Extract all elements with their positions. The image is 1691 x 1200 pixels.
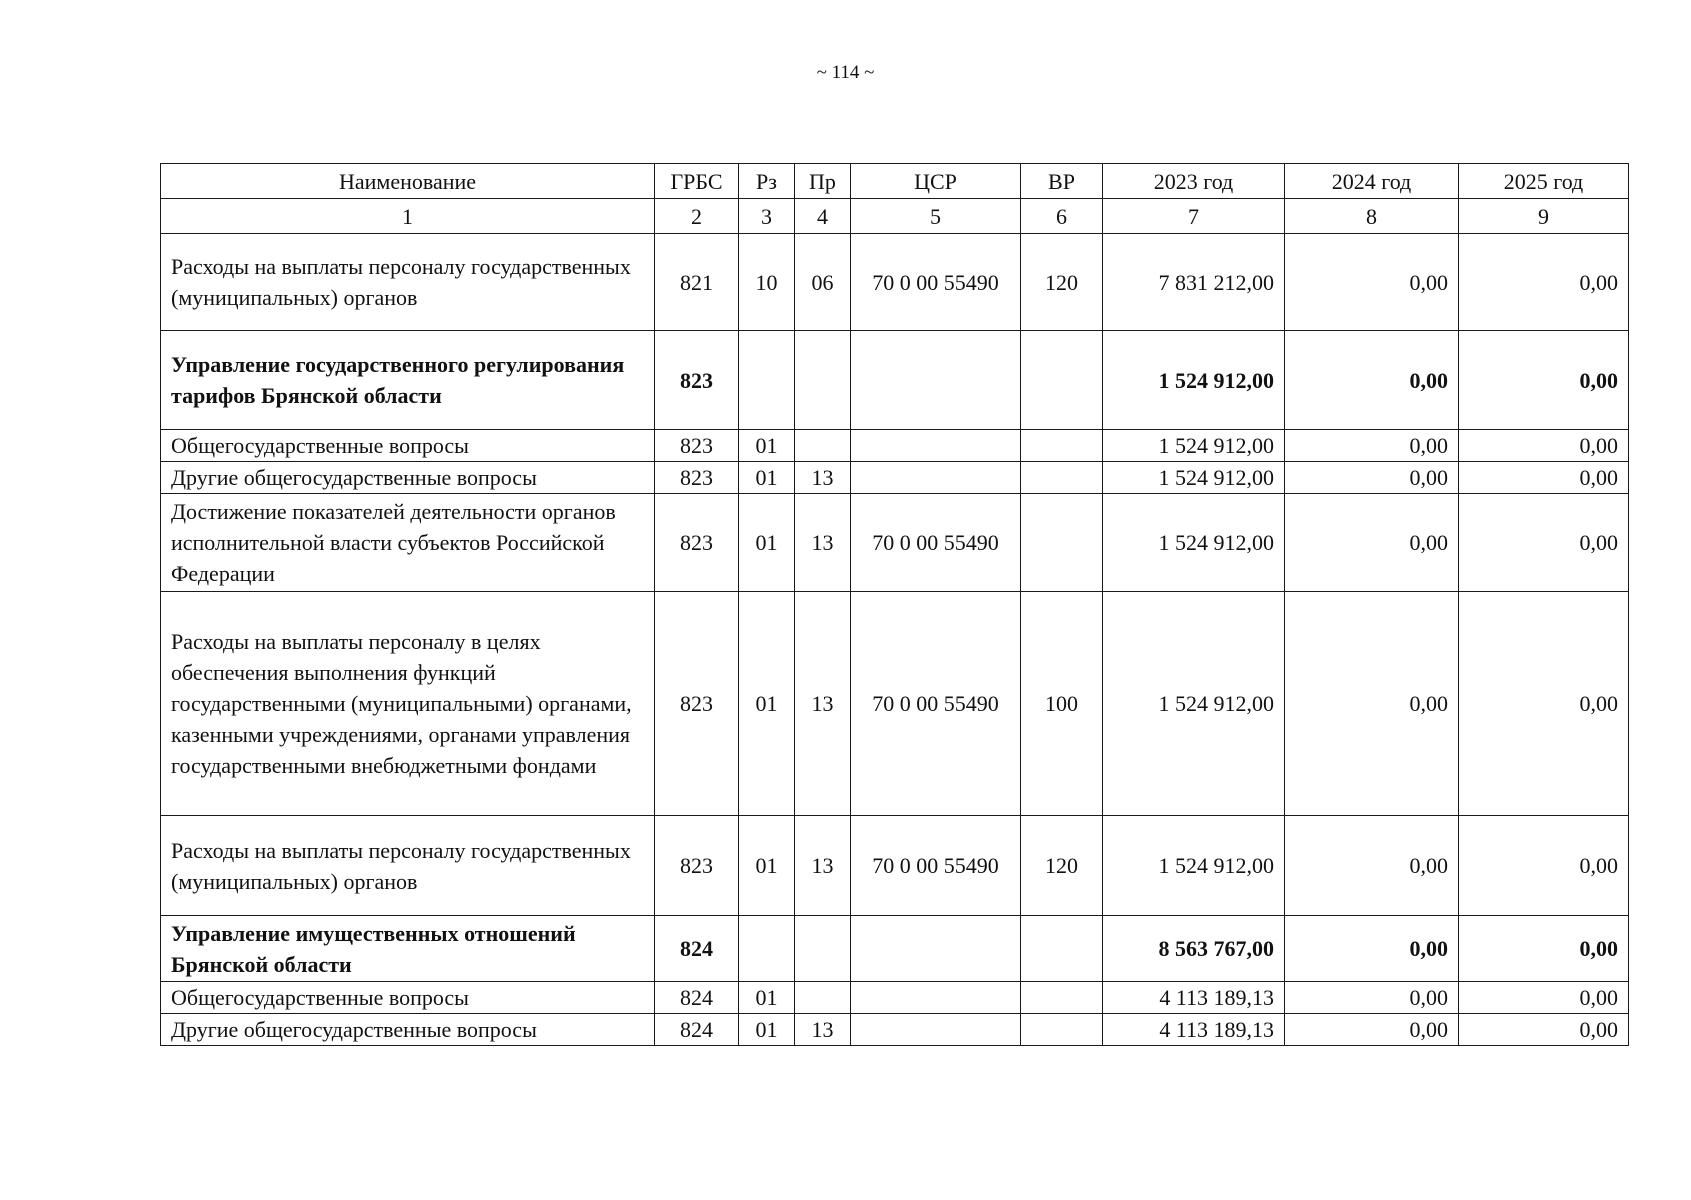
table-row-department xyxy=(161,916,1629,982)
cell-name: Другие общегосударственные вопросы xyxy=(161,462,655,494)
header-name: Наименование xyxy=(161,164,655,199)
header-row xyxy=(161,164,1629,199)
cell-vr xyxy=(1021,982,1103,1014)
cell-name: Общегосударственные вопросы xyxy=(161,982,655,1014)
cell-rz: 01 xyxy=(739,816,795,916)
table-row xyxy=(161,1014,1629,1046)
header-2023: 2023 год xyxy=(1103,164,1285,199)
cell-csr xyxy=(851,462,1021,494)
cell-name: Расходы на выплаты персоналу государственных (муниципальных) органов xyxy=(161,234,655,331)
cell-2023: 4 113 189,13 xyxy=(1103,982,1285,1014)
table-row-department xyxy=(161,331,1629,430)
cell-vr xyxy=(1021,331,1103,430)
cell-csr xyxy=(851,982,1021,1014)
cell-pr xyxy=(795,916,851,982)
cell-pr: 13 xyxy=(795,592,851,816)
cell-vr: 100 xyxy=(1021,592,1103,816)
cell-rz: 10 xyxy=(739,234,795,331)
cell-2023: 8 563 767,00 xyxy=(1103,916,1285,982)
cell-2024: 0,00 xyxy=(1285,430,1459,462)
cell-csr xyxy=(851,331,1021,430)
header-rz: Рз xyxy=(739,164,795,199)
cell-csr: 70 0 00 55490 xyxy=(851,816,1021,916)
cell-pr: 13 xyxy=(795,462,851,494)
cell-2025: 0,00 xyxy=(1459,816,1629,916)
cell-2023: 7 831 212,00 xyxy=(1103,234,1285,331)
column-index: 8 xyxy=(1285,199,1459,234)
cell-2024: 0,00 xyxy=(1285,494,1459,592)
cell-2023: 1 524 912,00 xyxy=(1103,462,1285,494)
table-row xyxy=(161,430,1629,462)
column-index: 7 xyxy=(1103,199,1285,234)
table-row xyxy=(161,234,1629,331)
cell-2025: 0,00 xyxy=(1459,982,1629,1014)
cell-grbs: 823 xyxy=(655,331,739,430)
cell-grbs: 824 xyxy=(655,916,739,982)
column-index: 3 xyxy=(739,199,795,234)
cell-csr xyxy=(851,1014,1021,1046)
cell-2025: 0,00 xyxy=(1459,592,1629,816)
cell-name: Управление имущественных отношений Брянской области xyxy=(161,916,655,982)
cell-2024: 0,00 xyxy=(1285,234,1459,331)
cell-2023: 4 113 189,13 xyxy=(1103,1014,1285,1046)
cell-pr xyxy=(795,982,851,1014)
cell-name: Общегосударственные вопросы xyxy=(161,430,655,462)
cell-name: Расходы на выплаты персоналу государственных (муниципальных) органов xyxy=(161,816,655,916)
cell-2023: 1 524 912,00 xyxy=(1103,494,1285,592)
header-grbs: ГРБС xyxy=(655,164,739,199)
cell-2024: 0,00 xyxy=(1285,816,1459,916)
header-vr: ВР xyxy=(1021,164,1103,199)
cell-2025: 0,00 xyxy=(1459,916,1629,982)
header-2025: 2025 год xyxy=(1459,164,1629,199)
cell-2024: 0,00 xyxy=(1285,916,1459,982)
cell-name: Другие общегосударственные вопросы xyxy=(161,1014,655,1046)
cell-pr: 13 xyxy=(795,494,851,592)
table-row xyxy=(161,982,1629,1014)
cell-grbs: 823 xyxy=(655,592,739,816)
table-row xyxy=(161,592,1629,816)
cell-2025: 0,00 xyxy=(1459,494,1629,592)
cell-grbs: 823 xyxy=(655,430,739,462)
cell-2024: 0,00 xyxy=(1285,592,1459,816)
cell-csr: 70 0 00 55490 xyxy=(851,234,1021,331)
column-index: 4 xyxy=(795,199,851,234)
cell-rz: 01 xyxy=(739,982,795,1014)
cell-grbs: 823 xyxy=(655,816,739,916)
cell-pr: 13 xyxy=(795,1014,851,1046)
cell-2025: 0,00 xyxy=(1459,430,1629,462)
cell-2023: 1 524 912,00 xyxy=(1103,592,1285,816)
table-body xyxy=(161,234,1629,1046)
cell-csr: 70 0 00 55490 xyxy=(851,592,1021,816)
cell-vr: 120 xyxy=(1021,816,1103,916)
column-index-row xyxy=(161,199,1629,234)
column-index: 5 xyxy=(851,199,1021,234)
header-2024: 2024 год xyxy=(1285,164,1459,199)
cell-grbs: 821 xyxy=(655,234,739,331)
column-index: 6 xyxy=(1021,199,1103,234)
cell-rz xyxy=(739,331,795,430)
cell-pr: 06 xyxy=(795,234,851,331)
cell-grbs: 823 xyxy=(655,494,739,592)
cell-name: Управление государственного регулирования тарифов Брянской области xyxy=(161,331,655,430)
cell-rz: 01 xyxy=(739,592,795,816)
cell-vr xyxy=(1021,430,1103,462)
cell-2025: 0,00 xyxy=(1459,462,1629,494)
cell-2024: 0,00 xyxy=(1285,1014,1459,1046)
cell-pr xyxy=(795,331,851,430)
cell-name: Расходы на выплаты персоналу в целях обеспечения выполнения функций государственными (муниципальными) органами, казенными учреждениями, органами управления государственными внебюджетными фондами xyxy=(161,592,655,816)
column-index: 1 xyxy=(161,199,655,234)
cell-2023: 1 524 912,00 xyxy=(1103,430,1285,462)
cell-vr xyxy=(1021,1014,1103,1046)
header-pr: Пр xyxy=(795,164,851,199)
cell-grbs: 824 xyxy=(655,1014,739,1046)
cell-rz xyxy=(739,916,795,982)
cell-pr xyxy=(795,430,851,462)
table-row xyxy=(161,494,1629,592)
header-csr: ЦСР xyxy=(851,164,1021,199)
column-index: 9 xyxy=(1459,199,1629,234)
cell-csr xyxy=(851,916,1021,982)
cell-vr xyxy=(1021,916,1103,982)
cell-rz: 01 xyxy=(739,430,795,462)
cell-2025: 0,00 xyxy=(1459,234,1629,331)
cell-2023: 1 524 912,00 xyxy=(1103,331,1285,430)
table-header xyxy=(161,164,1629,234)
budget-table xyxy=(160,163,1629,1046)
cell-2025: 0,00 xyxy=(1459,331,1629,430)
cell-rz: 01 xyxy=(739,462,795,494)
cell-grbs: 824 xyxy=(655,982,739,1014)
cell-2024: 0,00 xyxy=(1285,462,1459,494)
cell-name: Достижение показателей деятельности органов исполнительной власти субъектов Российской Федерации xyxy=(161,494,655,592)
cell-2024: 0,00 xyxy=(1285,331,1459,430)
cell-csr xyxy=(851,430,1021,462)
cell-rz: 01 xyxy=(739,1014,795,1046)
cell-vr xyxy=(1021,462,1103,494)
cell-csr: 70 0 00 55490 xyxy=(851,494,1021,592)
cell-2023: 1 524 912,00 xyxy=(1103,816,1285,916)
cell-vr: 120 xyxy=(1021,234,1103,331)
table-row xyxy=(161,816,1629,916)
cell-2024: 0,00 xyxy=(1285,982,1459,1014)
cell-rz: 01 xyxy=(739,494,795,592)
cell-vr xyxy=(1021,494,1103,592)
cell-2025: 0,00 xyxy=(1459,1014,1629,1046)
cell-grbs: 823 xyxy=(655,462,739,494)
table-row xyxy=(161,462,1629,494)
column-index: 2 xyxy=(655,199,739,234)
cell-pr: 13 xyxy=(795,816,851,916)
page-number: ~ 114 ~ xyxy=(816,62,875,83)
